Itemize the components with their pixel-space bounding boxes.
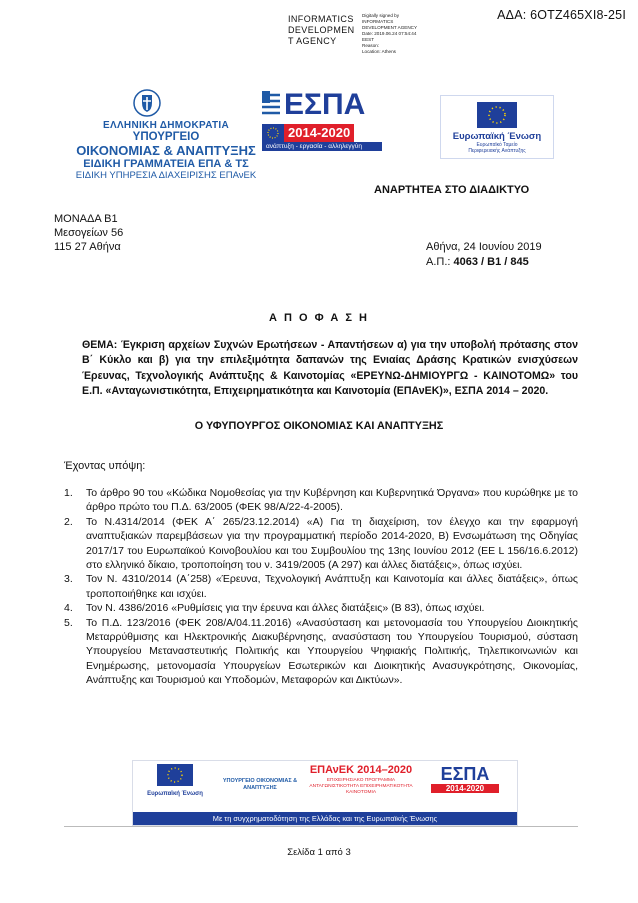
- footer-divider: [64, 826, 578, 827]
- list-item: 4. Τον Ν. 4386/2016 «Ρυθμίσεις για την έρευνα και άλλες διατάξεις» (Β 83), όπως ισχύει.: [64, 602, 485, 615]
- banner-eu: Ευρωπαϊκή Ένωση: [139, 764, 211, 808]
- espa-logo: ΕΣΠΑ 2014-2020 ανάπτυξη - εργασία - αλληλεγγύη: [262, 88, 382, 164]
- upload-note: ΑΝΑΡΤΗΤΕΑ ΣΤΟ ΔΙΑΔΙΚΤΥΟ: [374, 184, 530, 196]
- date-reference: Αθήνα, 24 Ιουνίου 2019 Α.Π.: 4063 / Β1 / 845: [426, 241, 542, 268]
- banner-epanek: ΕΠΑνΕΚ 2014–2020 ΕΠΙΧΕΙΡΗΣΙΑΚΟ ΠΡΟΓΡΑΜΜΑ ΑΝΤΑΓΩΝΙΣΤΙΚΟΤΗΤΑ ΕΠΙΧΕΙΡΗΜΑΤΙΚΟΤΗΤΑ ΚΑΙΝΟΤΟΜΙΑ: [309, 764, 413, 795]
- eu-flag-small-icon: [262, 124, 284, 142]
- list-item: 3. Τον Ν. 4310/2014 (Α΄258) «Έρευνα, Τεχνολογική Ανάπτυξη και Καινοτομία και άλλες διατάξεις», όπως τροποποιήθηκε και ισχύει.: [64, 573, 578, 600]
- page-number: Σελίδα 1 από 3: [287, 847, 351, 858]
- legal-basis-list: [64, 486, 578, 688]
- signature-info: Digitally signed by INFORMATICS DEVELOPMENT AGENCY Date: 2019.06.24 07:54:44 EEST Reason: Location: Athens: [362, 13, 418, 54]
- whereas-label: Έχοντας υπόψη:: [64, 460, 146, 472]
- list-item: 5. Το Π.Δ. 123/2016 (ΦΕΚ 208/Α/04.11.2016) «Ανασύσταση και μετονομασία του Υπουργείου Διοικητικής Μεταρρύθμισης και Ηλεκτρονικής Διακυβέρνησης, ανασύσταση του Υπουργείου Τουρισμού, σύσταση Υπουργείου Μεταναστευτικής Πολιτικής και Υπουργείου Ψηφιακής Πολιτικής, Τηλεπικοινωνιών και Ενημέρωσης, μετονομασία Υπουργείων Εσωτερικών και Διοικητικής Ανασυγκρότησης, Οικονομίας, Ανάπτυξης και Τουρισμού και Υποδομών, Μεταφορών και Δικτύων».: [64, 616, 578, 687]
- cofinancing-banner: [132, 760, 518, 826]
- signer-name: INFORMATICS DEVELOPMEN T AGENCY: [288, 14, 355, 46]
- protocol-number: 4063 / Β1 / 845: [453, 256, 529, 268]
- list-item: 1. Το άρθρο 90 του «Κώδικα Νομοθεσίας για την Κυβέρνηση και Κυβερνητικά Όργανα» που κυρώθηκε με το άρθρο πρώτο του Π.Δ. 63/2005 (ΦΕΚ 98/Α/22-4-2005).: [64, 487, 578, 514]
- eu-flag-icon: [157, 764, 193, 786]
- eu-logo: Ευρωπαϊκή Ένωση Ευρωπαϊκό Ταμείο Περιφερειακής Ανάπτυξης: [440, 95, 554, 159]
- subject-paragraph: ΘΕΜΑ: Έγκριση αρχείων Συχνών Ερωτήσεων - Απαντήσεων α) για την υποβολή πρότασης στον Β΄ Κύκλο και β) για την επιλεξιμότητα δαπανών της Ενιαίας Δράσης Κρατικών ενισχύσεων Έρευνας, Τεχνολογικής Ανάπτυξης & Καινοτομίας «ΕΡΕΥΝΩ-ΔΗΜΙΟΥΡΓΩ - ΚΑΙΝΟΤΟΜΩ» του Ε.Π. «Ανταγωνιστικότητα, Επιχειρηματικότητα και Καινοτομία (ΕΠΑνΕΚ)», ΕΣΠΑ 2014 – 2020.: [82, 339, 578, 397]
- minister-heading: Ο ΥΦΥΠΟΥΡΓΟΣ ΟΙΚΟΝΟΜΙΑΣ ΚΑΙ ΑΝΑΠΤΥΞΗΣ: [194, 420, 444, 432]
- espa-flag-icon: [262, 91, 280, 119]
- ada-code: ΑΔΑ: 6ΟΤΖ465ΧΙ8-25Ι: [497, 8, 626, 22]
- sender-address: ΜΟΝΑΔΑ Β1 Μεσογείων 56 115 27 Αθήνα: [54, 213, 124, 253]
- greek-emblem-icon: [132, 88, 162, 118]
- document-title: Α Π Ο Φ Α Σ Η: [269, 312, 369, 324]
- banner-ministry: ΥΠΟΥΡΓΕΙΟ ΟΙΚΟΝΟΜΙΑΣ & ΑΝΑΠΤΥΞΗΣ: [222, 778, 298, 791]
- ministry-logo: ΕΛΛΗΝΙΚΗ ΔΗΜΟΚΡΑΤΙΑ ΥΠΟΥΡΓΕΙΟ ΟΙΚΟΝΟΜΙΑΣ & ΑΝΑΠΤΥΞΗΣ ΕΙΔΙΚΗ ΓΡΑΜΜΑΤΕΙΑ ΕΠΑ & ΤΣ ΕΙΔΙΚΗ ΥΠΗΡΕΣΙΑ ΔΙΑΧΕΙΡΙΣΗΣ ΕΠΑνΕΚ: [75, 120, 257, 181]
- banner-espa: ΕΣΠΑ 2014-2020: [421, 764, 509, 808]
- eu-flag-icon: [477, 102, 517, 128]
- list-item: 2. Το Ν.4314/2014 (ΦΕΚ Α΄ 265/23.12.2014) «Α) Για τη διαχείριση, τον έλεγχο και την εφαρμογή αναπτυξιακών παρεμβάσεων για την προγραμματική περίοδο 2014-2020, Β) Ενσωμάτωση της Οδηγίας 2017/17 του Ευρωπαϊκού Κοινοβουλίου και του Συμβουλίου της 13ης Ιουνίου 2012 (ΕΕ L 156/16.6.2012) στο ελληνικό δίκαιο, τροποποίηση του ν. 3419/2005 (Α 297) και άλλες διατάξεις», όπως ισχύει.: [64, 515, 578, 572]
- cofinance-strip: Με τη συγχρηματοδότηση της Ελλάδας και της Ευρωπαϊκής Ένωσης: [133, 812, 517, 825]
